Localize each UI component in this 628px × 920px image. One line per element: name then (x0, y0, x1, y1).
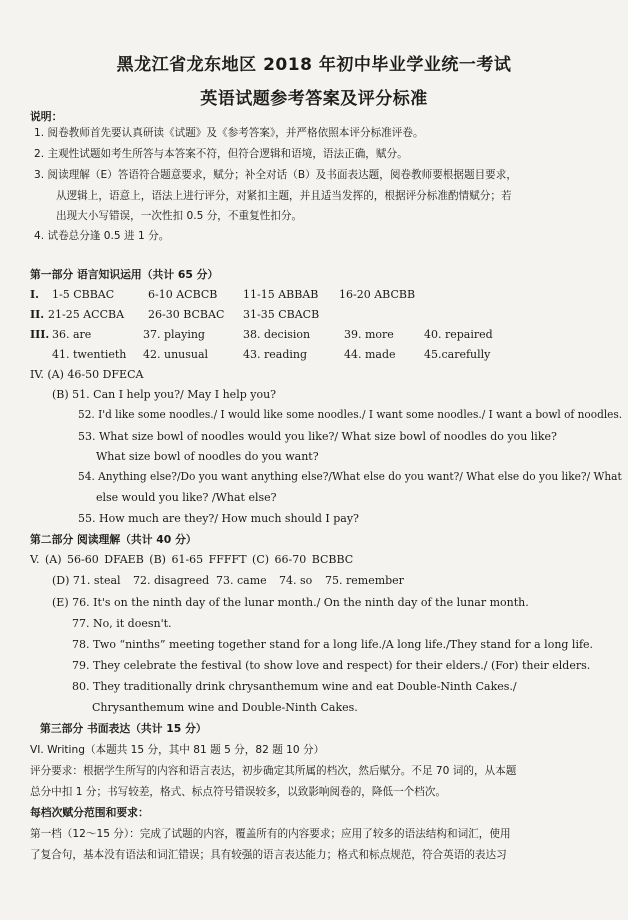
answer-item: 40. repaired (424, 328, 493, 341)
answer-76: (E) 76. It's on the ninth day of the lunar month./ On the ninth day of the lunar month. (52, 596, 529, 609)
note-3-cont-2: 出现大小写错误，一次性扣 0.5 分，不重复性扣分。 (56, 210, 303, 222)
note-1: 1. 阅卷教师首先要认真研读《试题》及《参考答案》，并严格依照本评分标准评卷。 (34, 127, 424, 139)
answer-item: 36. are (52, 328, 92, 341)
part2-heading: 第二部分 阅读理解（共计 40 分） (30, 533, 197, 546)
note-4: 4. 试卷总分逢 0.5 进 1 分。 (34, 230, 170, 242)
section1-label: I. (30, 288, 39, 301)
answer-item: 38. decision (243, 328, 311, 341)
answer-80: 80. They traditionally drink chrysanthemum wine and eat Double-Ninth Cakes./ (72, 680, 517, 693)
answer-group: 31-35 CBACB (243, 308, 320, 321)
answer-item: 73. came (216, 574, 267, 587)
section6-heading: VI. Writing（本题共 15 分，其中 81 题 5 分，82 题 10 分） (30, 744, 325, 756)
answer-group: 1-5 CBBAC (52, 288, 115, 301)
scoring-requirement: 评分要求：根据学生所写的内容和语言表达，初步确定其所属的档次，然后赋分。不足 70 词的，从本题 (30, 765, 517, 777)
answer-item: 74. so (279, 574, 313, 587)
note-3: 3. 阅读理解（E）答语符合题意要求，赋分；补全对话（B）及书面表达题，阅卷教师要根据题目要求， (34, 169, 517, 181)
answer-group: 21-25 ACCBA (48, 308, 125, 321)
levels-heading: 每档次赋分范围和要求： (30, 806, 149, 819)
part3-heading: 第三部分 书面表达（共计 15 分） (40, 722, 207, 735)
answer-item: 75. remember (325, 574, 404, 587)
answer-item: 45.carefully (424, 348, 491, 361)
answer-group: 11-15 ABBAB (243, 288, 319, 301)
answer-80-cont: Chrysanthemum wine and Double-Ninth Cakes. (92, 701, 358, 714)
answer-54-cont: else would you like? /What else? (96, 491, 277, 504)
answer-item: (D) 71. steal (52, 574, 121, 587)
part1-heading: 第一部分 语言知识运用（共计 65 分） (30, 268, 219, 281)
answer-group: 16-20 ABCBB (339, 288, 416, 301)
note-2: 2. 主观性试题如考生所答与本答案不符，但符合逻辑和语境，语法正确，赋分。 (34, 148, 408, 160)
answer-item: 72. disagreed (133, 574, 210, 587)
answer-78: 78. Two “ninths” meeting together stand for a long life./A long life./They stand for a long life. (72, 638, 594, 651)
answer-group: 26-30 BCBAC (148, 308, 225, 321)
answer-item: 42. unusual (143, 348, 209, 361)
level1: 第一档（12～15 分）：完成了试题的内容，覆盖所有的内容要求；应用了较多的语法结构和词汇，使用 (30, 828, 511, 840)
section3-label: III. (30, 328, 50, 341)
answer-55: 55. How much are they?/ How much should I pay? (78, 512, 359, 525)
document-subtitle: 英语试题参考答案及评分标准 (200, 89, 428, 109)
answer-item: 39. more (344, 328, 394, 341)
answer-item: 43. reading (243, 348, 308, 361)
answer-group: 6-10 ACBCB (148, 288, 218, 301)
document-title: 黑龙江省龙东地区 2018 年初中毕业学业统一考试 (116, 55, 512, 75)
level1-cont: 了复合句，基本没有语法和词汇错误；具有较强的语言表达能力；格式和标点规范，符合英语的表达习 (30, 849, 507, 861)
note-3-cont-1: 从逻辑上，语意上，语法上进行评分，对紧扣主题，并且适当发挥的，根据评分标准酌情赋分；若 (56, 190, 512, 202)
section5-row1: V. (A) 56-60 DFAEB (B) 61-65 FFFFT (C) 66-70 BCBBC (30, 553, 354, 566)
answer-54: 54. Anything else?/Do you want anything else?/What else do you want?/ What else do you like?/ What (78, 470, 622, 483)
answer-52: 52. I'd like some noodles./ I would like some noodles./ I want some noodles./ I want a bowl of noodles. (78, 408, 623, 421)
answer-53: 53. What size bowl of noodles would you like?/ What size bowl of noodles do you like? (78, 430, 557, 443)
answer-item: 37. playing (143, 328, 205, 341)
answer-51: (B) 51. Can I help you?/ May I help you? (52, 388, 277, 401)
answer-79: 79. They celebrate the festival (to show love and respect) for their elders./ (For) their elders. (72, 659, 591, 672)
answer-77: 77. No, it doesn't. (72, 617, 172, 630)
answer-item: 44. made (344, 348, 396, 361)
section4-a: IV. (A) 46-50 DFECA (30, 368, 144, 381)
scoring-requirement-cont: 总分中扣 1 分；书写较差，格式、标点符号错误较多，以致影响阅卷的，降低一个档次。 (30, 786, 447, 798)
answer-item: 41. twentieth (52, 348, 127, 361)
notes-heading: 说明： (30, 110, 63, 123)
answer-53-cont: What size bowl of noodles do you want? (96, 450, 319, 463)
section2-label: II. (30, 308, 45, 321)
